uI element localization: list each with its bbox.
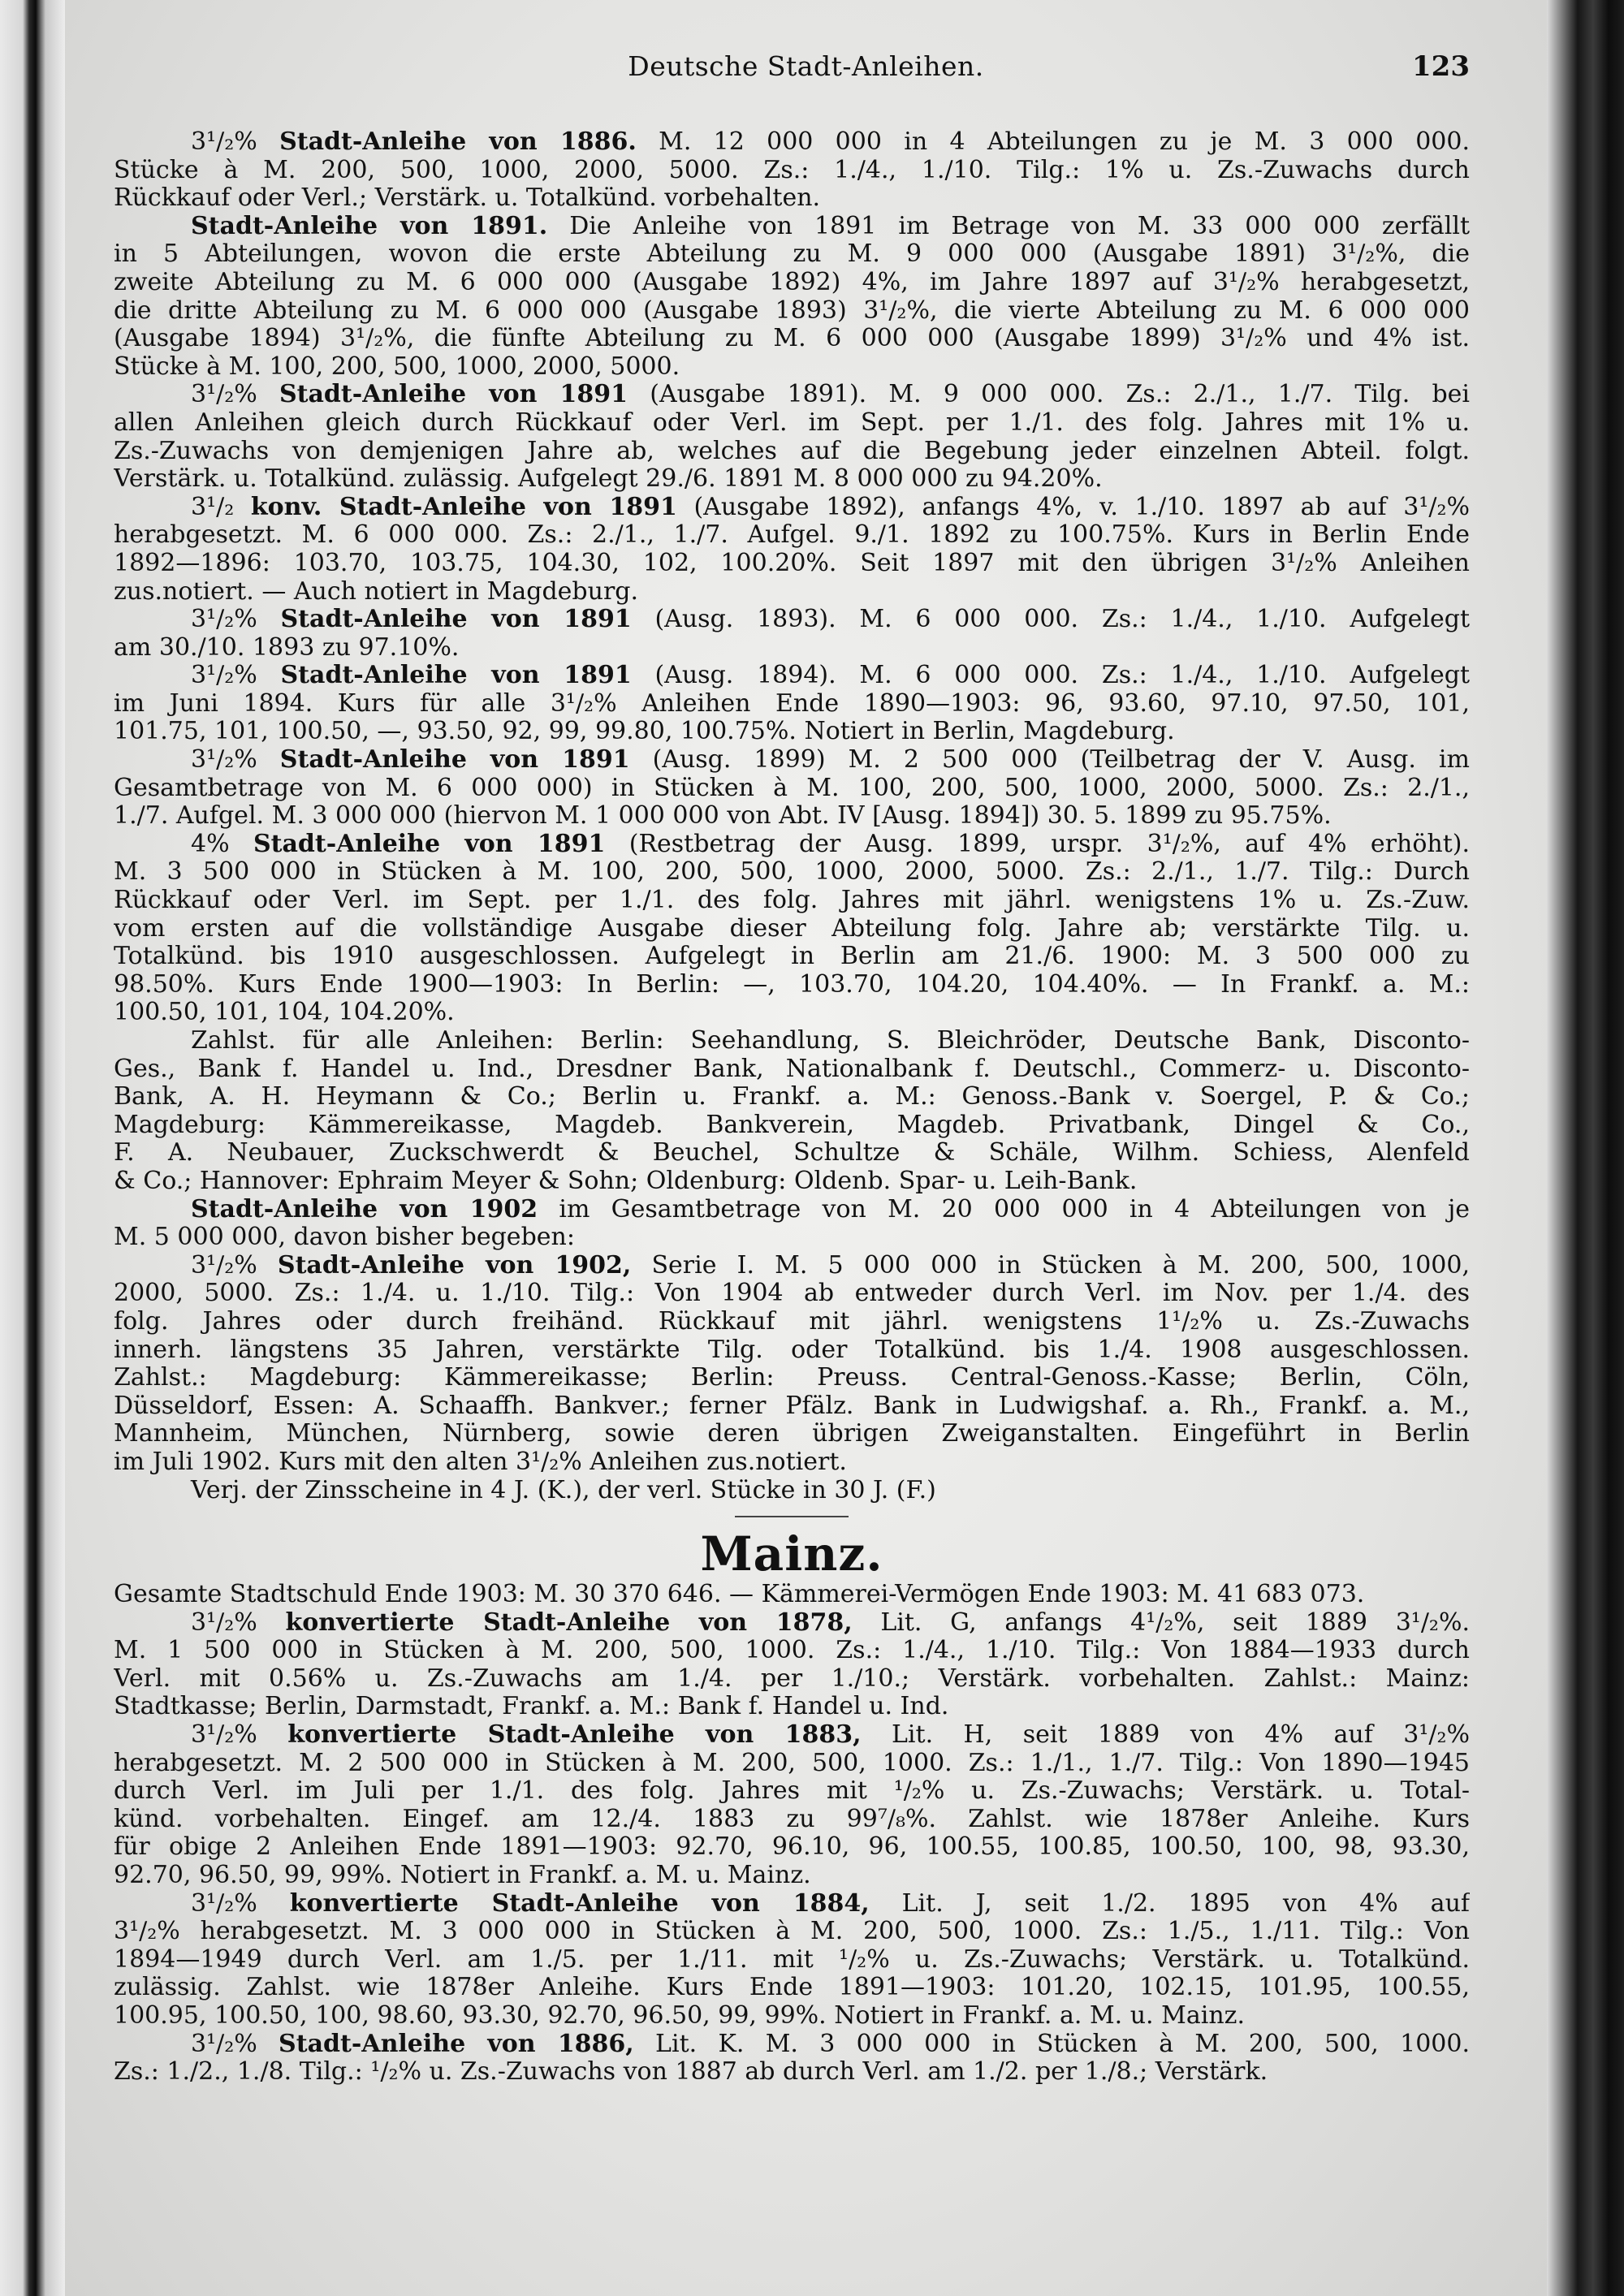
text-line <box>114 858 1470 887</box>
line-text: Zs.: 1./2., 1./8. Tilg.: ¹/₂% u. Zs.-Zuwachs von 1887 ab durch Verl. am 1./2. per 1./8.; Verstärk. <box>114 2058 1268 2087</box>
text-line <box>114 578 1470 606</box>
line-text: Lit. K. M. 3 000 000 in Stücken à M. 200, 500, 1000. <box>633 2030 1470 2058</box>
line-text: durch Verl. im Juli per 1./1. des folg. Jahres mit ¹/₂% u. Zs.-Zuwachs; Verstärk. u. Total- <box>114 1777 1470 1806</box>
text-line <box>114 1083 1470 1111</box>
line-text: 1892—1896: 103.70, 103.75, 104.30, 102, 100.20%. Seit 1897 mit den übrigen 3¹/₂% Anleihen <box>114 549 1470 577</box>
loan-title: Stadt-Anleihe von 1891 <box>279 746 630 775</box>
line-text: (Ausgabe 1892), anfangs 4%, v. 1./10. 1897 ab auf 3¹/₂% <box>676 493 1470 521</box>
text-line <box>114 1665 1470 1694</box>
rate-prefix: 3¹/₂% <box>191 746 280 775</box>
line-text: im Juli 1902. Kurs mit den alten 3¹/₂% Anleihen zus.notiert. <box>114 1448 847 1476</box>
text-line <box>114 1420 1470 1448</box>
loan-title: konvertierte Stadt-Anleihe von 1883, <box>287 1721 862 1750</box>
line-text: 1894—1949 durch Verl. am 1./5. per 1./11. mit ¹/₂% u. Zs.-Zuwachs; Verstärk. u. Totalkünd. <box>114 1945 1470 1974</box>
text-line <box>114 1280 1470 1308</box>
line-text: künd. vorbehalten. Eingef. am 12./4. 1883 zu 99⁷/₈%. Zahlst. wie 1878er Anleihe. Kurs <box>114 1805 1470 1833</box>
text-line <box>114 1833 1470 1862</box>
loan-title: Stadt-Anleihe von 1891 <box>253 830 606 858</box>
line-text: innerh. längstens 35 Jahren, verstärkte Tilg. oder Totalkünd. bis 1./4. 1908 ausgeschlossen. <box>114 1336 1470 1364</box>
text-line <box>114 521 1470 550</box>
text-line <box>114 381 1470 409</box>
line-text: am 30./10. 1893 zu 97.10%. <box>114 633 460 662</box>
line-text: (Ausg. 1894). M. 6 000 000. Zs.: 1./4., 1./10. Aufgelegt <box>631 662 1470 690</box>
rate-prefix: 3¹/₂% <box>191 128 280 156</box>
line-text: Rückkauf oder Verl.; Verstärk. u. Totalkünd. vorbehalten. <box>114 184 821 213</box>
scan-left-edge <box>0 0 65 2296</box>
text-line <box>114 1224 1470 1252</box>
line-text: für obige 2 Anleihen Ende 1891—1903: 92.70, 96.10, 96, 100.55, 100.85, 100.50, 100, 98, 93.30, <box>114 1833 1470 1862</box>
rate-prefix: 3¹/₂% <box>191 2030 279 2058</box>
line-text: Stadtkasse; Berlin, Darmstadt, Frankf. a. M.: Bank f. Handel u. Ind. <box>114 1693 949 1721</box>
rate-prefix: 3¹/₂% <box>191 1889 290 1918</box>
line-text: Serie I. M. 5 000 000 in Stücken à M. 200, 500, 1000, <box>631 1251 1470 1280</box>
rate-prefix: 3¹/₂% <box>191 606 281 634</box>
line-text: Ges., Bank f. Handel u. Ind., Dresdner Bank, Nationalbank f. Deutschl., Commerz- u. Disconto- <box>114 1055 1470 1083</box>
line-text: die dritte Abteilung zu M. 6 000 000 (Ausgabe 1893) 3¹/₂%, die vierte Abteilung zu M. 6 000 000 <box>114 296 1470 325</box>
text-line <box>114 1890 1470 1918</box>
scan-right-edge <box>1547 0 1624 2296</box>
text-line <box>114 1750 1470 1778</box>
line-text: Rückkauf oder Verl. im Sept. per 1./1. des folg. Jahres mit jährl. wenigstens 1% u. Zs.-Zuw. <box>114 887 1470 915</box>
text-line <box>114 718 1470 746</box>
line-text: Gesamtbetrage von M. 6 000 000) in Stücken à M. 100, 200, 500, 1000, 2000, 5000. Zs.: 2./1., <box>114 774 1470 802</box>
line-text: & Co.; Hannover: Ephraim Meyer & Sohn; Oldenburg: Oldenb. Spar- u. Leih-Bank. <box>114 1167 1138 1195</box>
loan-title: Stadt-Anleihe von 1902, <box>277 1251 632 1280</box>
text-line <box>114 1721 1470 1750</box>
line-text: Zahlst.: Magdeburg: Kämmereikasse; Berlin: Preuss. Central-Genoss.-Kasse; Berlin, Cöln, <box>114 1364 1470 1392</box>
text-line <box>114 269 1470 297</box>
line-text: zweite Abteilung zu M. 6 000 000 (Ausgabe 1892) 4%, im Jahre 1897 auf 3¹/₂% herabgesetzt, <box>114 268 1470 296</box>
line-text: Stücke à M. 200, 500, 1000, 2000, 5000. Zs.: 1./4., 1./10. Tilg.: 1% u. Zs.-Zuwachs durch <box>114 156 1470 184</box>
text-line <box>114 971 1470 999</box>
rate-prefix: 3¹/₂ <box>191 493 251 521</box>
line-text: 92.70, 96.50, 99, 99%. Notiert in Frankf. a. M. u. Mainz. <box>114 1862 811 1890</box>
line-text: (Ausg. 1893). M. 6 000 000. Zs.: 1./4., 1./10. Aufgelegt <box>631 606 1470 634</box>
book-page <box>65 0 1547 2296</box>
text-line <box>114 297 1470 326</box>
loan-title: Stadt-Anleihe von 1891. <box>191 212 548 240</box>
line-text: Zahlst. für alle Anleihen: Berlin: Seehandlung, S. Bleichröder, Deutsche Bank, Disconto- <box>191 1027 1470 1055</box>
line-text: M. 12 000 000 in 4 Abteilungen zu je M. 3 000 000. <box>636 128 1470 156</box>
section-rule <box>735 1516 849 1517</box>
text-line <box>114 1196 1470 1224</box>
text-line <box>114 1777 1470 1806</box>
line-text: zus.notiert. — Auch notiert in Magdeburg. <box>114 577 639 606</box>
line-text: 3¹/₂% herabgesetzt. M. 3 000 000 in Stücken à M. 200, 500, 1000. Zs.: 1./5., 1./11. Tilg.: Von <box>114 1918 1470 1946</box>
text-line <box>114 1308 1470 1336</box>
text-line <box>114 1336 1470 1365</box>
text-line <box>114 1806 1470 1834</box>
page-number: 123 <box>1412 50 1470 83</box>
text-line <box>114 1027 1470 1055</box>
line-text: M. 1 500 000 in Stücken à M. 200, 500, 1000. Zs.: 1./4., 1./10. Tilg.: Von 1884—1933 durch <box>114 1637 1470 1665</box>
loan-title: konv. Stadt-Anleihe von 1891 <box>250 493 677 521</box>
text-line <box>114 353 1470 382</box>
line-text: vom ersten auf die vollständige Ausgabe dieser Abteilung folg. Jahre ab; verstärkte Tilg. u. <box>114 914 1470 943</box>
text-line <box>114 1111 1470 1140</box>
loan-title: Stadt-Anleihe von 1902 <box>191 1195 538 1224</box>
text-line <box>114 2031 1470 2059</box>
text-line <box>114 746 1470 775</box>
line-text: 101.75, 101, 100.50, —, 93.50, 92, 99, 99.80, 100.75%. Notiert in Berlin, Magdeburg. <box>114 718 1175 746</box>
line-text: Totalkünd. bis 1910 ausgeschlossen. Aufgelegt in Berlin am 21./6. 1900: M. 3 500 000 zu <box>114 943 1470 971</box>
text-line <box>114 1139 1470 1167</box>
text-line <box>114 157 1470 185</box>
text-line <box>114 184 1470 213</box>
line-text: F. A. Neubauer, Zuckschwerdt & Beuchel, Schultze & Schäle, Wilhm. Schiess, Alenfeld <box>114 1139 1470 1167</box>
line-text: Verstärk. u. Totalkünd. zulässig. Aufgelegt 29./6. 1891 M. 8 000 000 zu 94.20%. <box>114 465 1103 494</box>
loan-title: Stadt-Anleihe von 1891 <box>280 606 632 634</box>
text-line <box>114 1448 1470 1477</box>
text-line <box>114 915 1470 943</box>
body-text <box>114 128 1470 2087</box>
text-line <box>114 1862 1470 1890</box>
line-text: Die Anleihe von 1891 im Betrage von M. 33 000 000 zerfällt <box>547 212 1470 240</box>
rate-prefix: 4% <box>191 830 253 858</box>
line-text: Lit. G, anfangs 4¹/₂%, seit 1889 3¹/₂%. <box>852 1608 1470 1637</box>
text-line <box>114 1167 1470 1196</box>
line-text: M. 5 000 000, davon bisher begeben: <box>114 1224 575 1252</box>
line-text: Mannheim, München, Nürnberg, sowie deren übrigen Zweiganstalten. Eingeführt in Berlin <box>114 1420 1470 1448</box>
running-title: Deutsche Stadt-Anleihen. <box>628 50 984 82</box>
page-header <box>65 50 1547 91</box>
line-text: Verj. der Zinsscheine in 4 J. (K.), der verl. Stücke in 30 J. (F.) <box>191 1476 936 1504</box>
text-line <box>114 409 1470 438</box>
line-text: Zs.-Zuwachs von demjenigen Jahre ab, welches auf die Begebung jeder einzelnen Abteil. folgt. <box>114 437 1470 465</box>
text-line <box>114 325 1470 353</box>
text-line <box>114 2058 1470 2087</box>
text-line <box>114 1392 1470 1421</box>
line-text: 100.95, 100.50, 100, 98.60, 93.30, 92.70, 96.50, 99, 99%. Notiert in Frankf. a. M. u. Mainz. <box>114 2002 1245 2030</box>
line-text: 1./7. Aufgel. M. 3 000 000 (hiervon M. 1 000 000 von Abt. IV [Ausg. 1894]) 30. 5. 1899 zu 95.75%. <box>114 802 1332 831</box>
line-text: Lit. H, seit 1889 von 4% auf 3¹/₂% <box>861 1721 1470 1750</box>
text-line <box>114 634 1470 662</box>
rate-prefix: 3¹/₂% <box>191 1608 286 1637</box>
line-text: zulässig. Zahlst. wie 1878er Anleihe. Kurs Ende 1891—1903: 101.20, 102.15, 101.95, 100.55, <box>114 1974 1470 2002</box>
text-line <box>114 550 1470 578</box>
rate-prefix: 3¹/₂% <box>191 1721 288 1750</box>
line-text: M. 3 500 000 in Stücken à M. 100, 200, 500, 1000, 2000, 5000. Zs.: 2./1., 1./7. Tilg.: Durch <box>114 858 1470 887</box>
line-text: herabgesetzt. M. 6 000 000. Zs.: 2./1., 1./7. Aufgel. 9./1. 1892 zu 100.75%. Kurs in Berlin Ende <box>114 521 1470 550</box>
line-text: im Juni 1894. Kurs für alle 3¹/₂% Anleihen Ende 1890—1903: 96, 93.60, 97.10, 97.50, 101, <box>114 689 1470 718</box>
text-line <box>114 1693 1470 1721</box>
text-line <box>114 465 1470 494</box>
text-line <box>114 831 1470 859</box>
text-line <box>114 2002 1470 2031</box>
line-text: (Restbetrag der Ausg. 1899, urspr. 3¹/₂%, auf 4% erhöht). <box>605 830 1470 858</box>
text-line <box>114 1477 1470 1505</box>
line-text: (Ausg. 1899) M. 2 500 000 (Teilbetrag der V. Ausg. im <box>629 746 1470 775</box>
loan-title: Stadt-Anleihe von 1891 <box>279 381 628 409</box>
text-line <box>114 1637 1470 1665</box>
line-text: (Ausgabe 1891). M. 9 000 000. Zs.: 2./1., 1./7. Tilg. bei <box>628 381 1470 409</box>
loan-title: Stadt-Anleihe von 1891 <box>280 662 632 690</box>
loan-title: konvertierte Stadt-Anleihe von 1884, <box>289 1889 870 1918</box>
line-text: Magdeburg: Kämmereikasse, Magdeb. Bankverein, Magdeb. Privatbank, Dingel & Co., <box>114 1111 1470 1139</box>
text-line <box>114 1055 1470 1084</box>
line-text: 2000, 5000. Zs.: 1./4. u. 1./10. Tilg.: Von 1904 ab entweder durch Verl. im Nov. per 1./4. des <box>114 1280 1470 1308</box>
text-line <box>114 802 1470 831</box>
line-text: Verl. mit 0.56% u. Zs.-Zuwachs am 1./4. per 1./10.; Verstärk. vorbehalten. Zahlst.: Mainz: <box>114 1664 1470 1693</box>
text-line <box>114 1918 1470 1946</box>
line-text: Lit. J, seit 1./2. 1895 von 4% auf <box>869 1889 1470 1918</box>
text-line <box>114 1946 1470 1974</box>
text-line <box>114 494 1470 522</box>
loan-title: Stadt-Anleihe von 1886. <box>279 128 637 156</box>
line-text: 98.50%. Kurs Ende 1900—1903: In Berlin: —, 103.70, 104.20, 104.40%. — In Frankf. a. M.: <box>114 970 1470 999</box>
text-line <box>114 1609 1470 1638</box>
text-line <box>114 1364 1470 1392</box>
text-line <box>114 775 1470 803</box>
line-text: herabgesetzt. M. 2 500 000 in Stücken à M. 200, 500, 1000. Zs.: 1./1., 1./7. Tilg.: Von 1890—1945 <box>114 1749 1470 1777</box>
text-line <box>114 606 1470 634</box>
loan-title: Stadt-Anleihe von 1886, <box>279 2030 634 2058</box>
text-line <box>114 943 1470 971</box>
text-line <box>114 213 1470 241</box>
text-line <box>114 438 1470 466</box>
line-text: Bank, A. H. Heymann & Co.; Berlin u. Frankf. a. M.: Genoss.-Bank v. Soergel, P. & Co.; <box>114 1083 1470 1111</box>
text-line <box>114 1581 1470 1609</box>
line-text: im Gesamtbetrage von M. 20 000 000 in 4 Abteilungen von je <box>538 1195 1470 1224</box>
line-text: folg. Jahres oder durch freihänd. Rückkauf mit jährl. wenigstens 1¹/₂% u. Zs.-Zuwachs <box>114 1307 1470 1336</box>
text-line <box>114 999 1470 1027</box>
text-line <box>114 1252 1470 1280</box>
line-text: Stücke à M. 100, 200, 500, 1000, 2000, 5000. <box>114 352 680 381</box>
line-text: allen Anleihen gleich durch Rückkauf oder Verl. im Sept. per 1./1. des folg. Jahres mit 1% u. <box>114 408 1470 437</box>
line-text: 100.50, 101, 104, 104.20%. <box>114 999 455 1027</box>
line-text: (Ausgabe 1894) 3¹/₂%, die fünfte Abteilung zu M. 6 000 000 (Ausgabe 1899) 3¹/₂% und 4% ist. <box>114 325 1470 353</box>
rate-prefix: 3¹/₂% <box>191 1251 278 1280</box>
line-text: Düsseldorf, Essen: A. Schaaffh. Bankver.; ferner Pfälz. Bank in Ludwigshaf. a. Rh., Frankf. a. M., <box>114 1392 1470 1420</box>
text-line <box>114 1974 1470 2002</box>
rate-prefix: 3¹/₂% <box>191 662 281 690</box>
line-text: in 5 Abteilungen, wovon die erste Abteilung zu M. 9 000 000 (Ausgabe 1891) 3¹/₂%, die <box>114 240 1470 269</box>
city-heading: Mainz. <box>700 1526 883 1582</box>
text-line <box>114 240 1470 269</box>
rate-prefix: 3¹/₂% <box>191 381 279 409</box>
line-text: Gesamte Stadtschuld Ende 1903: M. 30 370 646. — Kämmerei-Vermögen Ende 1903: M. 41 683 073. <box>114 1581 1365 1609</box>
text-line <box>114 887 1470 915</box>
text-line <box>114 662 1470 690</box>
text-line <box>114 690 1470 719</box>
loan-title: konvertierte Stadt-Anleihe von 1878, <box>285 1608 853 1637</box>
text-line <box>114 128 1470 157</box>
